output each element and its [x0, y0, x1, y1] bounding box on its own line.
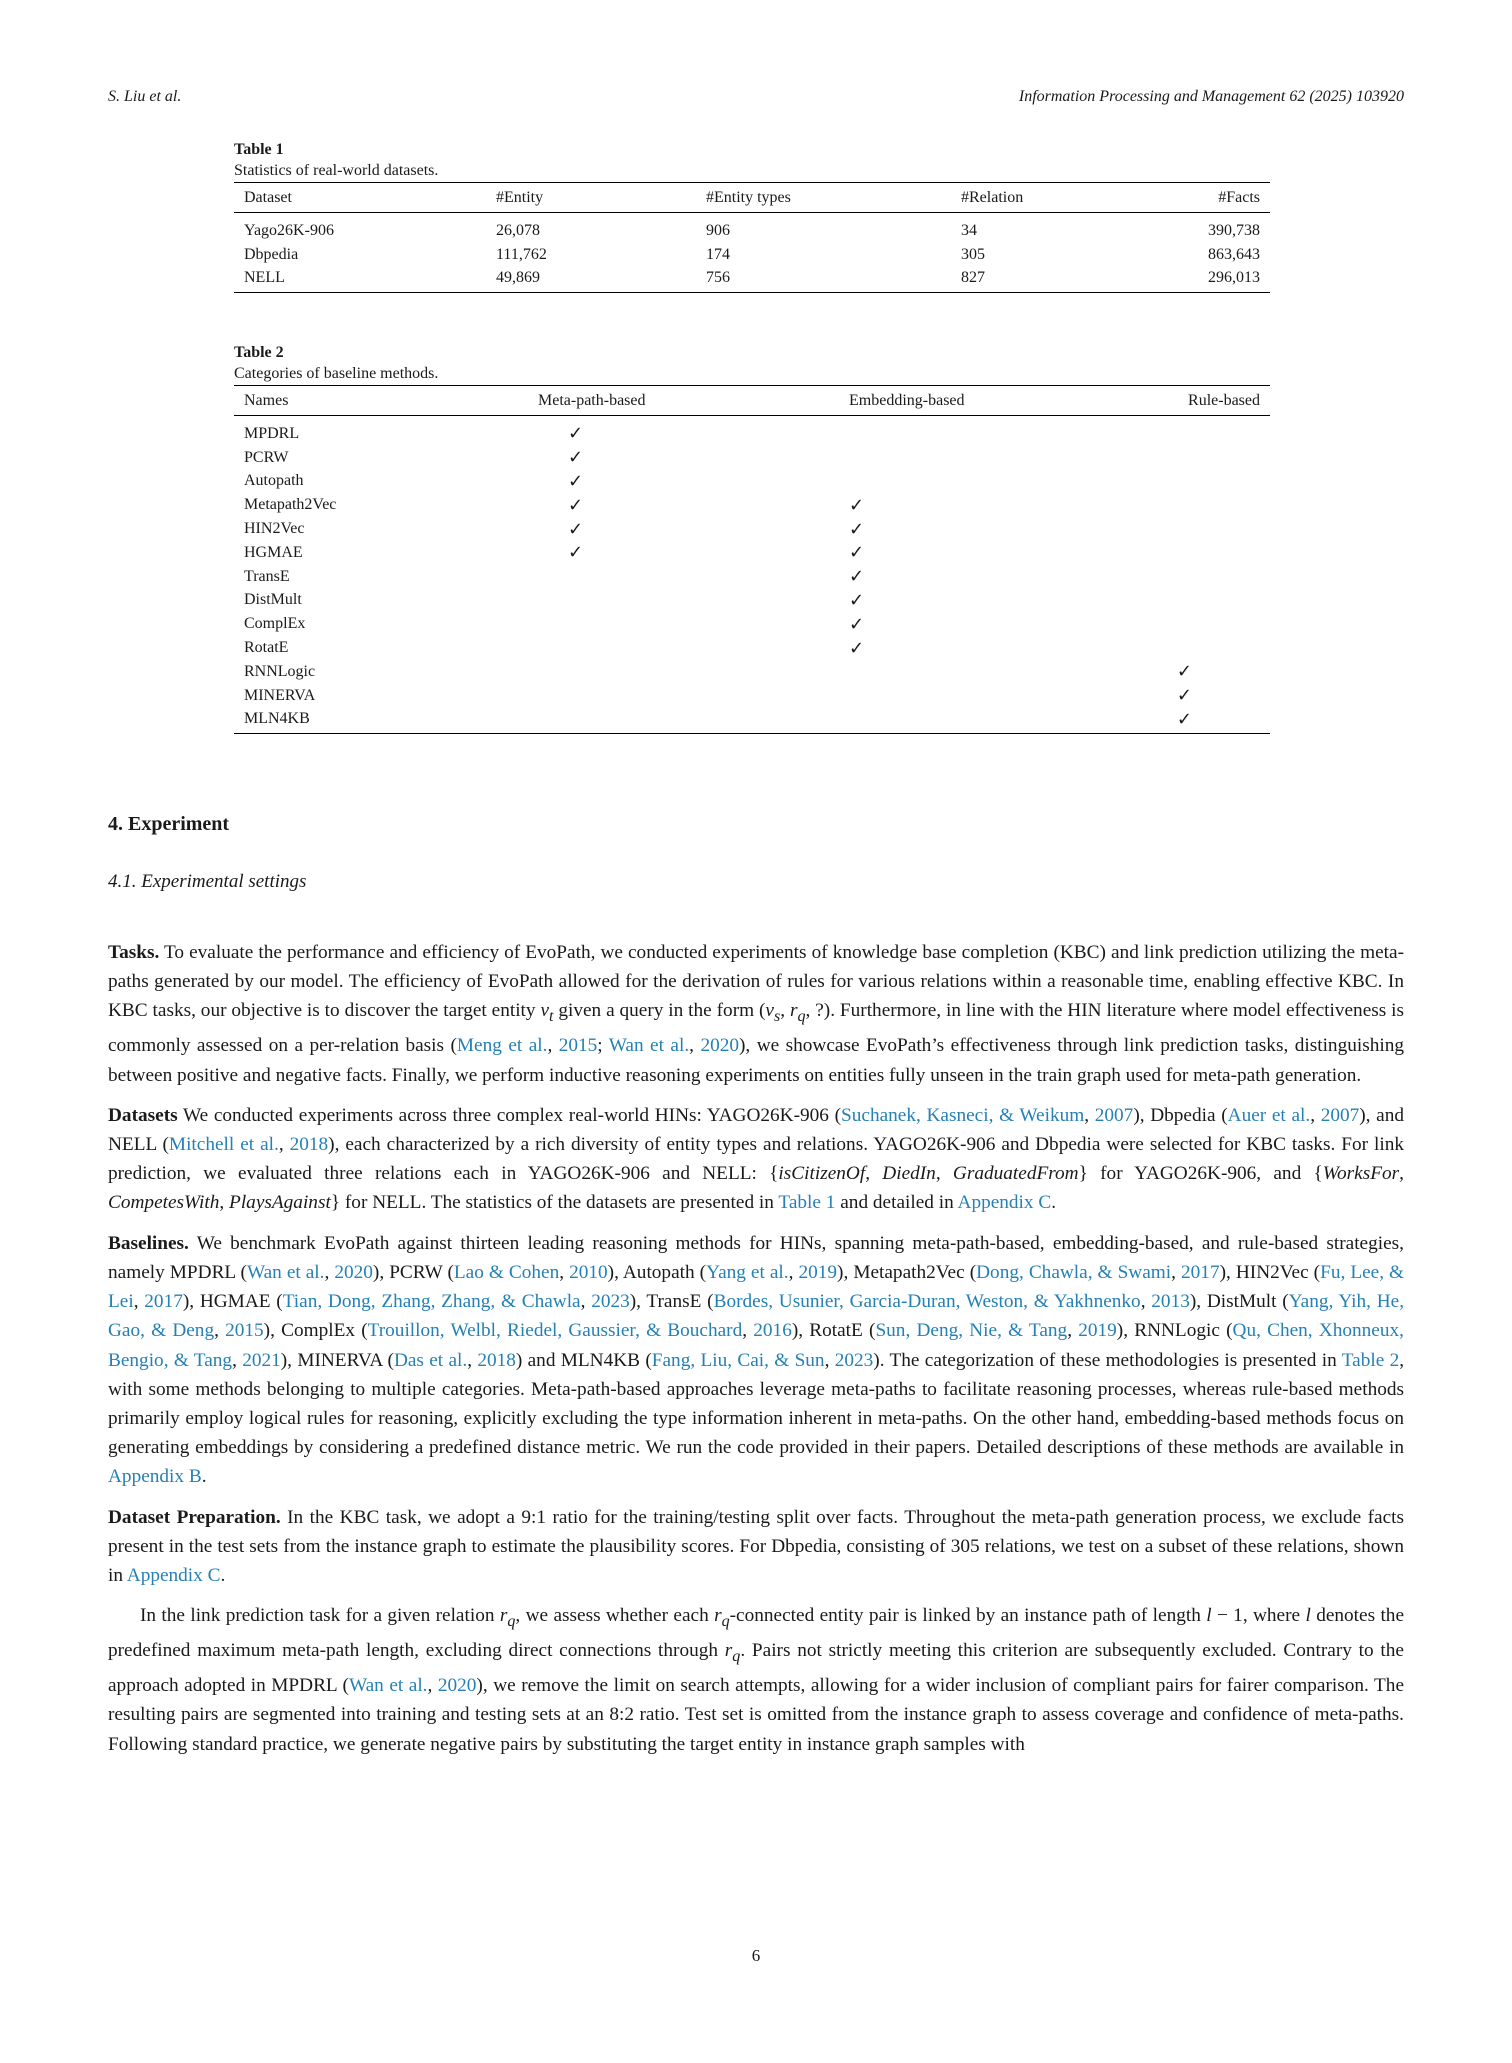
text-run: ), we remove the limit on search attempts, allowing for a wider inclusion of compliant pairs for fairer comparison. The resulting pairs are segmented into training and testing sets at an 8:2 ratio. Test set is omitted from the instance graph to assess coverage and confidence of meta-paths. Following standard practice, we generate negative pairs by substituting the target entity in instance graph samples with — [108, 1675, 1405, 1755]
citation-link[interactable]: Table 1 — [778, 1192, 836, 1214]
category-cell-meta — [528, 589, 839, 613]
citation-link[interactable]: 2007 — [1320, 1104, 1360, 1126]
text-run: , — [232, 1349, 243, 1371]
paragraph — [108, 1229, 1404, 1492]
table-1-header-cell: #Entity types — [696, 183, 951, 213]
table-row — [234, 541, 1270, 565]
category-cell-emb — [839, 493, 1162, 517]
citation-link[interactable]: 2020 — [700, 1035, 740, 1057]
paragraph-lead: Dataset Preparation. — [108, 1506, 281, 1528]
category-cell-emb — [839, 470, 1162, 494]
table-cell: 390,738 — [1208, 221, 1260, 239]
check-icon: ✓ — [568, 470, 584, 492]
text-run: To evaluate the performance and efficiency of EvoPath, we conducted experiments of knowledge base completion (KBC) and link prediction utilizing the meta-paths generated by our model. The efficiency of EvoPath allowed for the derivation of rules for various relations within a reasonable time, enabling effective KBC. In KBC tasks, our objective is to discover the target entity — [108, 942, 1404, 1022]
text-run: . — [1051, 1192, 1057, 1214]
table-cell: 34 — [961, 221, 977, 239]
category-cell-rule — [1162, 493, 1270, 517]
table-cell: 174 — [706, 245, 730, 263]
citation-link[interactable]: Suchanek, Kasneci, & Weikum — [841, 1104, 1085, 1126]
check-icon: ✓ — [849, 613, 865, 635]
paragraph — [108, 1101, 1404, 1218]
math-symbol: isCitizenOf — [778, 1163, 866, 1185]
check-icon: ✓ — [568, 423, 584, 445]
header-authors: S. Liu et al. — [108, 88, 182, 105]
check-icon: ✓ — [849, 589, 865, 611]
math-symbol: WorksFor — [1322, 1163, 1400, 1185]
category-cell-emb — [839, 565, 1162, 589]
math-subscript: q — [732, 1648, 741, 1666]
table-cell: 863,643 — [1208, 245, 1260, 263]
text-run: ), RNNLogic ( — [1116, 1320, 1233, 1342]
category-cell-rule — [1162, 541, 1270, 565]
text-run: , ?). Furthermore, in line with the HIN literature where model effectiveness is commonly assessed on a per-relation basis ( — [108, 1000, 1405, 1057]
math-symbol: CompetesWith — [108, 1192, 220, 1214]
text-run: , — [580, 1291, 592, 1313]
check-icon: ✓ — [1176, 661, 1192, 683]
text-run: We conducted experiments across three complex real-world HINs: YAGO26K-906 ( — [177, 1104, 842, 1126]
table-row — [234, 660, 1270, 684]
citation-link[interactable]: 2018 — [289, 1134, 329, 1156]
math-symbol: r — [499, 1605, 508, 1627]
citation-link[interactable]: 2020 — [437, 1675, 477, 1697]
table-row — [234, 636, 1270, 660]
text-run: . — [201, 1466, 207, 1488]
table-1-header-cell: #Facts — [1141, 183, 1270, 213]
table-row — [234, 416, 1270, 446]
citation-link[interactable]: Appendix C — [126, 1564, 221, 1586]
math-symbol: l — [1206, 1605, 1212, 1627]
category-cell-meta — [528, 708, 839, 734]
citation-link[interactable]: 2019 — [798, 1261, 838, 1283]
method-name: MPDRL — [244, 424, 300, 442]
check-icon: ✓ — [1176, 708, 1192, 730]
citation-link[interactable]: 2016 — [753, 1320, 792, 1342]
table-2-header-cell: Names — [234, 386, 528, 416]
math-symbol: DiedIn — [882, 1163, 936, 1185]
text-run: , — [935, 1163, 953, 1185]
text-run: − 1, where — [1211, 1605, 1306, 1627]
method-name: DistMult — [244, 591, 302, 609]
text-run: We benchmark EvoPath against thirteen leading reasoning methods for HINs, spanning meta-path-based, embedding-based, and rule-based strategies, namely MPDRL ( — [108, 1232, 1404, 1283]
table-row — [234, 517, 1270, 541]
citation-link[interactable]: 2023 — [834, 1349, 874, 1371]
check-icon: ✓ — [568, 518, 584, 540]
text-run: ) and MLN4KB ( — [515, 1349, 652, 1371]
text-run: given a query in the form ( — [553, 1000, 766, 1022]
paragraph — [108, 938, 1404, 1090]
table-row — [234, 267, 1270, 293]
table-row — [234, 243, 1270, 267]
citation-link[interactable]: Tian, Dong, Zhang, Zhang, & Chawla — [282, 1291, 581, 1313]
category-cell-emb — [839, 446, 1162, 470]
check-icon: ✓ — [849, 494, 865, 516]
math-subscript: s — [773, 1008, 781, 1026]
category-cell-rule — [1162, 565, 1270, 589]
citation-link[interactable]: Fu, Lee, & Lei — [108, 1261, 1405, 1313]
citation-link[interactable]: 2013 — [1151, 1291, 1190, 1313]
table-cell: 49,869 — [486, 267, 696, 293]
category-cell-emb — [839, 612, 1162, 636]
citation-link[interactable]: Wan et al. — [608, 1035, 690, 1057]
table-cell: Dbpedia — [244, 245, 299, 263]
category-cell-rule — [1162, 708, 1270, 734]
check-icon: ✓ — [568, 542, 584, 564]
check-icon: ✓ — [568, 447, 584, 469]
category-cell-rule — [1162, 660, 1270, 684]
check-icon: ✓ — [849, 566, 865, 588]
citation-link[interactable]: 2023 — [591, 1291, 630, 1313]
table-row — [234, 565, 1270, 589]
category-cell-emb — [839, 660, 1162, 684]
table-1-label: Table 1 — [234, 141, 284, 158]
citation-link[interactable]: Trouillon, Welbl, Riedel, Gaussier, & Bouchard — [367, 1320, 743, 1342]
table-1-header-cell: Dataset — [234, 183, 486, 213]
table-1-caption: Statistics of real-world datasets. — [234, 162, 439, 179]
text-run: , — [865, 1163, 883, 1185]
table-row — [234, 213, 1270, 243]
category-cell-meta — [528, 470, 839, 494]
table-1-header-cell: #Entity — [486, 183, 696, 213]
text-run: , — [742, 1320, 754, 1342]
table-1-grid — [234, 182, 1270, 293]
page-number: 6 — [751, 1946, 761, 1965]
table-row — [234, 612, 1270, 636]
method-name: MINERVA — [244, 686, 316, 704]
category-cell-emb — [839, 708, 1162, 734]
text-run: ), and NELL ( — [108, 1104, 1405, 1156]
check-icon: ✓ — [849, 542, 865, 564]
table-1-header-cell: #Relation — [951, 183, 1141, 213]
category-cell-meta — [528, 446, 839, 470]
table-cell: Yago26K-906 — [244, 221, 334, 239]
method-name: Autopath — [244, 472, 304, 490]
text-run: ), we showcase EvoPath’s effectiveness through link prediction tasks, distinguishing between positive and negative facts. Finally, we perform inductive reasoning experiments on entities fully unseen in the train graph used for meta-path generation. — [108, 1035, 1404, 1086]
citation-link[interactable]: Yang, Yih, He, Gao, & Deng — [108, 1291, 1405, 1342]
citation-link[interactable]: Appendix C — [957, 1192, 1052, 1214]
header-journal: Information Processing and Management 62 (2025) 103920 — [1018, 88, 1404, 105]
text-run: , — [1310, 1104, 1321, 1126]
category-cell-emb — [839, 517, 1162, 541]
citation-link[interactable]: 2018 — [477, 1349, 516, 1371]
text-run: ), MINERVA ( — [280, 1349, 394, 1371]
text-run: ), RotatE ( — [791, 1320, 876, 1342]
text-run: , — [1084, 1104, 1095, 1126]
math-subscript: q — [797, 1008, 806, 1026]
text-run: ). The categorization of these methodologies is presented in — [873, 1349, 1342, 1371]
math-symbol: GraduatedFrom — [952, 1163, 1079, 1185]
citation-link[interactable]: Yang et al. — [706, 1261, 789, 1283]
method-name: HGMAE — [244, 543, 303, 561]
category-cell-meta — [528, 612, 839, 636]
citation-link[interactable]: 2017 — [144, 1291, 183, 1313]
text-run: ), Dbpedia ( — [1133, 1104, 1228, 1126]
table-2-header-cell: Embedding-based — [839, 386, 1162, 416]
citation-link[interactable]: Table 2 — [1341, 1349, 1400, 1371]
subsection-heading: 4.1. Experimental settings — [108, 871, 307, 892]
text-run: . Pairs not strictly meeting this criterion are subsequently excluded. Contrary to the approach adopted in MPDRL ( — [108, 1640, 1404, 1697]
text-run: denotes the predefined maximum meta-path length, excluding direct connections through — [108, 1605, 1405, 1662]
text-run: ), HGMAE ( — [182, 1291, 283, 1313]
citation-link[interactable]: 2015 — [558, 1035, 598, 1057]
text-run: , — [824, 1349, 835, 1371]
check-icon: ✓ — [568, 494, 584, 516]
text-run: , — [133, 1291, 145, 1313]
category-cell-rule — [1162, 416, 1270, 446]
text-run: , — [547, 1035, 559, 1057]
paragraph — [108, 1601, 1404, 1759]
text-run: , — [467, 1349, 478, 1371]
text-run: In the link prediction task for a given relation — [140, 1605, 500, 1627]
citation-link[interactable]: 2019 — [1078, 1320, 1117, 1342]
citation-link[interactable]: Qu, Chen, Xhonneux, Bengio, & Tang — [108, 1320, 1404, 1371]
table-cell: 111,762 — [496, 245, 547, 263]
text-run: , — [324, 1261, 335, 1283]
citation-link[interactable]: Appendix B — [108, 1466, 202, 1488]
table-cell: NELL — [234, 267, 486, 293]
category-cell-emb — [839, 589, 1162, 613]
text-run: ), Metapath2Vec ( — [837, 1261, 977, 1283]
category-cell-meta — [528, 636, 839, 660]
text-run: , we assess whether each — [515, 1605, 715, 1627]
citation-link[interactable]: Fang, Liu, Cai, & Sun — [651, 1349, 825, 1371]
text-run: , — [689, 1035, 701, 1057]
math-subscript: t — [549, 1008, 554, 1026]
text-run: , — [427, 1675, 438, 1697]
paragraph — [108, 1503, 1404, 1591]
math-symbol: PlaysAgainst — [229, 1192, 331, 1214]
table-row — [234, 493, 1270, 517]
table-row — [234, 589, 1270, 613]
table-cell: 827 — [951, 267, 1141, 293]
citation-link[interactable]: 2021 — [242, 1349, 281, 1371]
method-name: MLN4KB — [234, 708, 528, 734]
citation-link[interactable]: 2015 — [225, 1320, 264, 1342]
check-icon: ✓ — [849, 637, 865, 659]
method-name: ComplEx — [244, 615, 306, 633]
text-run: } for YAGO26K-906, and { — [1078, 1163, 1323, 1185]
text-run: ), PCRW ( — [372, 1261, 454, 1283]
citation-link[interactable]: Dong, Chawla, & Swami — [976, 1261, 1172, 1283]
text-run: , with some methods belonging to multiple categories. Meta-path-based approaches leverage meta-paths to facilitate reasoning processes, whereas rule-based methods primarily employ logical rules for reasoning, explicitly excluding the type information inherent in meta-paths. On the other hand, embedding-based methods focus on generating embeddings by considering a predefined distance metric. We run the code provided in their papers. Detailed descriptions of these methods are available in — [108, 1349, 1405, 1459]
table-2-caption: Categories of baseline methods. — [234, 365, 439, 382]
math-symbol: v — [765, 1000, 774, 1022]
table-1 — [234, 140, 1270, 293]
table-2-header-cell: Rule-based — [1162, 386, 1270, 416]
citation-link[interactable]: Bordes, Usunier, Garcia-Duran, Weston, & Yakhnenko — [713, 1291, 1141, 1313]
category-cell-rule — [1162, 470, 1270, 494]
category-cell-emb — [839, 636, 1162, 660]
text-run: , — [559, 1261, 570, 1283]
check-icon: ✓ — [849, 518, 865, 540]
table-cell: 305 — [961, 245, 985, 263]
check-icon: ✓ — [1176, 685, 1192, 707]
paragraph-lead: Tasks. — [108, 942, 160, 963]
table-cell: 756 — [696, 267, 951, 293]
category-cell-emb — [839, 416, 1162, 446]
category-cell-rule — [1162, 446, 1270, 470]
category-cell-emb — [839, 541, 1162, 565]
table-row — [234, 684, 1270, 708]
body-text — [108, 938, 1404, 1770]
text-run: , — [214, 1320, 226, 1342]
text-run: ), Autopath ( — [607, 1261, 707, 1283]
text-run: } for NELL. The statistics of the datasets are presented in — [330, 1192, 779, 1214]
category-cell-meta — [528, 684, 839, 708]
text-run: , — [788, 1261, 799, 1283]
text-run: -connected entity pair is linked by an instance path of length — [729, 1605, 1207, 1627]
citation-link[interactable]: Das et al. — [393, 1349, 468, 1371]
citation-link[interactable]: Auer et al. — [1227, 1104, 1311, 1126]
citation-link[interactable]: 2010 — [569, 1261, 608, 1283]
citation-link[interactable]: 2020 — [334, 1261, 373, 1283]
citation-link[interactable]: Meng et al. — [456, 1035, 548, 1057]
citation-link[interactable]: Mitchell et al. — [168, 1134, 279, 1156]
math-symbol: r — [789, 1000, 798, 1022]
text-run: ), each characterized by a rich diversity of entity types and relations. YAGO26K-906 and Dbpedia were selected for KBC tasks. For link prediction, we evaluated three relations each in YAGO26K-906 and NELL: { — [108, 1134, 1404, 1185]
category-cell-rule — [1162, 684, 1270, 708]
citation-link[interactable]: Lao & Cohen — [453, 1261, 560, 1283]
table-cell: 906 — [706, 221, 730, 239]
text-run: , — [1171, 1261, 1182, 1283]
table-2-header-cell: Meta-path-based — [528, 386, 839, 416]
table-2 — [234, 343, 1270, 734]
category-cell-meta — [528, 493, 839, 517]
text-run: and detailed in — [835, 1192, 958, 1214]
category-cell-rule — [1162, 636, 1270, 660]
section-heading: 4. Experiment — [108, 813, 230, 835]
method-name: RotatE — [244, 639, 289, 657]
math-symbol: v — [540, 1000, 549, 1022]
table-2-grid — [234, 385, 1270, 734]
category-cell-meta — [528, 416, 839, 446]
text-run: , — [1140, 1291, 1152, 1313]
table-2-label: Table 2 — [234, 344, 284, 361]
category-cell-rule — [1162, 612, 1270, 636]
citation-link[interactable]: 2017 — [1181, 1261, 1220, 1283]
method-name: TransE — [244, 567, 290, 585]
text-run: ), DistMult ( — [1189, 1291, 1289, 1313]
category-cell-rule — [1162, 589, 1270, 613]
category-cell-meta — [528, 517, 839, 541]
citation-link[interactable]: 2007 — [1094, 1104, 1134, 1126]
category-cell-meta — [528, 541, 839, 565]
text-run: ), HIN2Vec ( — [1219, 1261, 1321, 1283]
text-run: , — [1399, 1163, 1404, 1185]
math-subscript: q — [507, 1612, 516, 1630]
method-name: RNNLogic — [244, 662, 316, 680]
category-cell-rule — [1162, 517, 1270, 541]
citation-link[interactable]: Wan et al. — [246, 1261, 325, 1283]
math-symbol: r — [714, 1605, 722, 1627]
math-subscript: q — [721, 1612, 730, 1630]
text-run: , — [780, 1000, 790, 1022]
citation-link[interactable]: Wan et al. — [348, 1675, 428, 1697]
math-symbol: r — [724, 1640, 733, 1662]
text-run: , — [1067, 1320, 1079, 1342]
text-run: ; — [597, 1035, 609, 1057]
text-run: . — [220, 1564, 226, 1586]
paragraph-lead: Datasets — [108, 1104, 178, 1126]
table-1-header-row — [234, 183, 1270, 213]
table-row — [234, 446, 1270, 470]
text-run: ), ComplEx ( — [263, 1320, 368, 1342]
table-row — [234, 708, 1270, 734]
paragraph-lead: Baselines. — [108, 1232, 189, 1254]
running-header — [108, 88, 1404, 112]
table-cell: 296,013 — [1141, 267, 1270, 293]
category-cell-meta — [528, 565, 839, 589]
method-name: HIN2Vec — [244, 520, 305, 538]
citation-link[interactable]: Sun, Deng, Nie, & Tang — [875, 1320, 1068, 1342]
text-run: , — [219, 1192, 230, 1214]
method-name: Metapath2Vec — [244, 496, 337, 514]
category-cell-meta — [528, 660, 839, 684]
table-2-header-row — [234, 386, 1270, 416]
table-cell: 26,078 — [496, 221, 540, 239]
table-row — [234, 470, 1270, 494]
math-symbol: l — [1305, 1605, 1311, 1627]
text-run: ), TransE ( — [629, 1291, 714, 1313]
text-run: , — [278, 1134, 290, 1156]
text-run: In the KBC task, we adopt a 9:1 ratio for the training/testing split over facts. Throughout the meta-path generation process, we exclude facts present in the test sets from the instance graph to estimate the plausibility scores. For Dbpedia, consisting of 305 relations, we test on a subset of these relations, shown in — [108, 1506, 1405, 1586]
method-name: PCRW — [244, 448, 289, 466]
category-cell-emb — [839, 684, 1162, 708]
table-2-body — [234, 416, 1270, 734]
